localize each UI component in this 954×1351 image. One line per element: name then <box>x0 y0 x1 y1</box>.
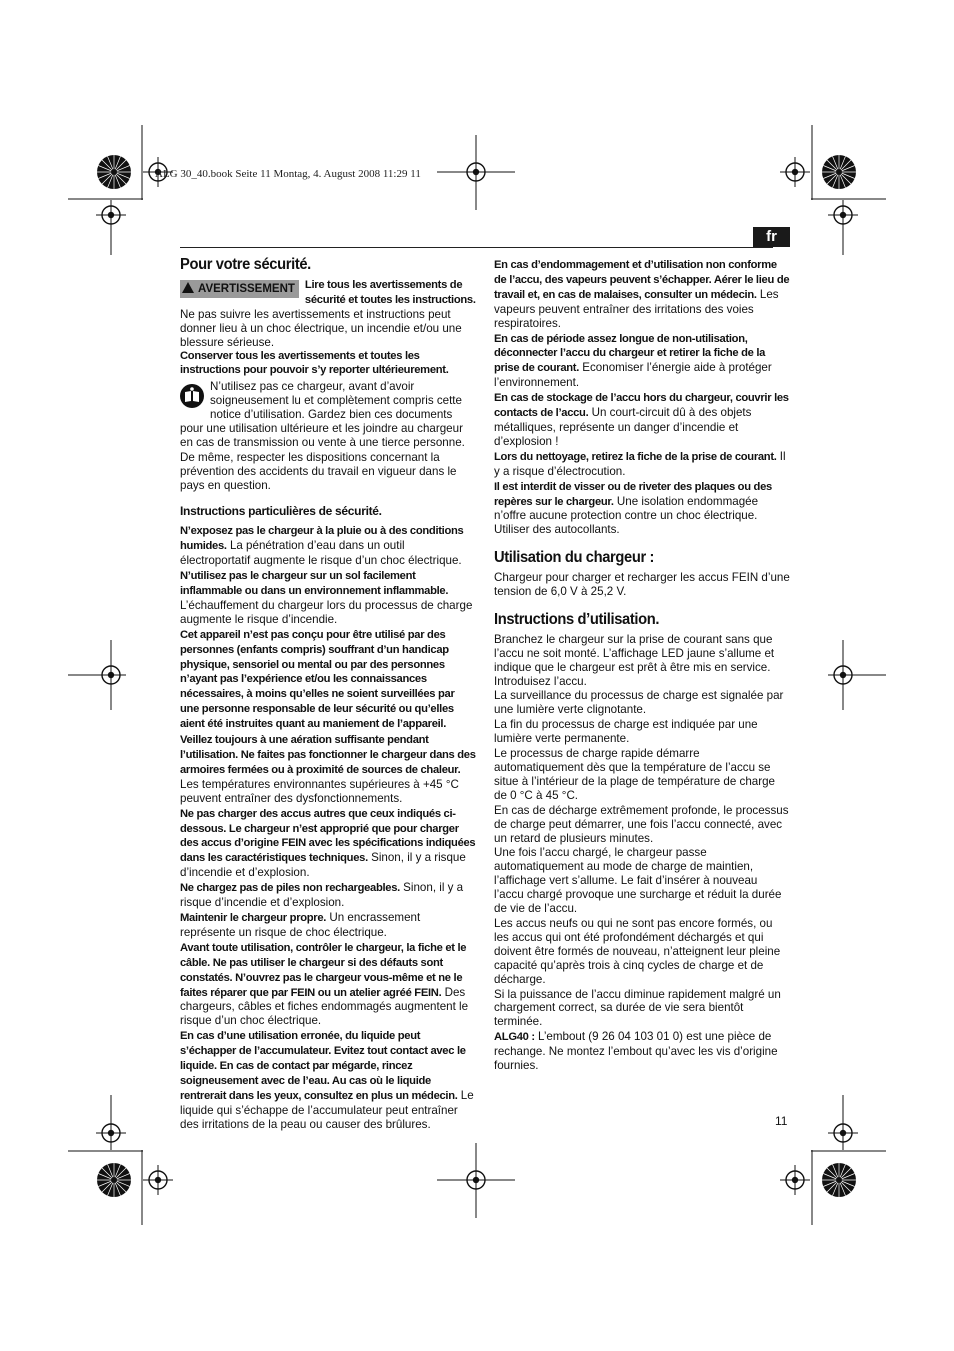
rule-flammable <box>180 569 476 627</box>
alg40-note <box>494 1030 790 1073</box>
rule-battery-types-bold: Ne pas charger des accus autres que ceux indiqués ci-dessous. Le chargeur n’est approprié que pour charger des accus d’origine FEIN avec les spécifications indiquées dans les caractéristiques techniques. <box>180 807 476 865</box>
rule-cleaning <box>494 450 790 479</box>
regulations-text: De même, respecter les dispositions concernant la prévention des accidents du travail en vigueur dans le pays en question. <box>180 450 457 492</box>
instruction-4: Le processus de charge rapide démarre automatiquement dès que la température de l’accu se situe à l’intérieur de la plage de température de charge de 0 °C à 45 °C. <box>494 747 776 802</box>
manual-text: N’utilisez pas ce chargeur, avant d’avoir soigneusement lu et complètement compris cette notice d’utilisation. Gardez bien ces documents pour une utilisation ultérieure et les joindre au chargeur en cas de transmission ou vente à une tierce personne. <box>180 380 465 449</box>
rule-storage <box>494 391 790 449</box>
instruction-1: Branchez le chargeur sur la prise de courant sans que l’accu ne soit monté. L’affichage LED jaune s’allume et indique que le chargeur est prêt à être mis en service. Introduisez l’accu. <box>494 632 775 688</box>
page-number: 11 <box>775 1114 788 1128</box>
rule-persons-bold: Cet appareil n’est pas conçu pour être utilisé par des personnes (enfants compris) souffrant d’un handicap physique, sensoriel ou mental ou par des personnes n’ayant pas l’expérience et/ou les connaissances nécessaires, à moins qu’elles ne soient surveillées par une personne responsable de leur sécurité ou qu’elles aient été instruites quant au maniement de l’appareil. <box>180 628 455 731</box>
keep-instructions: Conserver tous les avertissements et toutes les instructions pour pouvoir s’y reporter ultérieurement. <box>180 350 449 377</box>
rule-rain-text: La pénétration d’eau dans un outil électroportatif augmente le risque d’un choc électrique. <box>180 539 462 568</box>
rule-storage-text: Un court-circuit dû à des objets métalliques, représente un danger d’incendie et d’explosion ! <box>494 406 752 448</box>
rule-persons <box>180 628 476 732</box>
rule-clean-bold: Maintenir le chargeur propre. <box>180 911 327 924</box>
rule-rain <box>180 524 476 568</box>
warning-label: AVERTISSEMENT <box>198 282 295 295</box>
usage-title: Utilisation du chargeur : <box>494 549 655 567</box>
warning-bold: Lire tous les avertissements de sécurité et toutes les instructions. <box>304 278 476 306</box>
rule-vapours <box>494 258 790 331</box>
safety-title: Pour votre sécurité. <box>180 256 311 273</box>
header-rule <box>180 247 773 248</box>
rule-non-rechargeable-text: Sinon, il y a risque d’incendie et d’explosion. <box>180 881 464 910</box>
instruction-5: En cas de décharge extrêmement profonde, le processus de charge peut démarrer, une fois l’accu connecté, avec un retard de plusieurs minutes. <box>494 803 789 845</box>
rule-disconnect <box>494 332 790 391</box>
rule-battery-types-text: Sinon, il y a risque d’incendie et d’explosion. <box>180 851 466 880</box>
language-tab: fr <box>753 227 790 247</box>
rule-flammable-bold: N’utilisez pas le chargeur sur un sol facilement inflammable ou dans un environnement inflammable. <box>180 570 449 598</box>
rule-screws-text: Une isolation endommagée n’offre aucune protection contre un choc électrique. Utiliser des autocollants. <box>494 494 759 537</box>
rule-inspect-text: Des chargeurs, câbles et fiches endommagés augmentent le risque d’un choc électrique. <box>180 985 469 1028</box>
warning-text: Ne pas suivre les avertissements et instructions peut donner lieu à un choc électrique, un incendie et/ou une blessure sérieuse. <box>180 307 462 349</box>
right-column <box>494 258 790 1073</box>
rule-storage-bold: En cas de stockage de l’accu hors du chargeur, couvrir les contacts de l’accu. <box>494 392 789 420</box>
special-instructions-title: Instructions particulières de sécurité. <box>180 503 382 518</box>
read-manual-icon <box>180 384 204 408</box>
operating-instructions-title: Instructions d’utilisation. <box>494 610 660 628</box>
rule-clean-text: Un encrassement représente un risque de choc électrique. <box>180 910 421 939</box>
warning-triangle-icon <box>182 282 194 293</box>
rule-ventilation <box>180 733 476 806</box>
rule-cleaning-bold: Lors du nettoyage, retirez la fiche de la prise de courant. <box>494 450 777 463</box>
rule-non-rechargeable-bold: Ne chargez pas de piles non rechargeables. <box>180 882 400 895</box>
instruction-7: Les accus neufs ou qui ne sont pas encore formés, ou les accus qui ont été profondément déchargés et qui doivent être formés de nouveau, n’atteignent leur pleine capacité qu’après trois à cinq cycles de charge et de décharge. <box>494 916 781 986</box>
rule-liquid <box>180 1029 476 1131</box>
rule-disconnect-bold: En cas de période assez longue de non-utilisation, déconnecter l’accu du chargeur et retirer la fiche de la prise de courant. <box>494 332 766 375</box>
rule-inspect <box>180 941 476 1028</box>
rule-battery-types <box>180 807 476 881</box>
instruction-3: La fin du processus de charge est indiquée par une lumière verte permanente. <box>494 718 758 746</box>
warning-paragraph <box>180 278 476 350</box>
instruction-8: Si la puissance de l’accu diminue rapidement malgré un chargement correct, sa durée de vie sera bientôt terminée. <box>494 987 781 1029</box>
rule-disconnect-text: Economiser l’énergie aide à protéger l’environnement. <box>494 361 772 390</box>
rule-cleaning-text: Il y a risque d’électrocution. <box>494 449 786 478</box>
rule-screws-bold: Il est interdit de visser ou de riveter des plaques ou des repères sur le chargeur. <box>494 480 772 508</box>
rule-flammable-text: L’échauffement du chargeur lors du processus de charge augmente le risque d’incendie. <box>180 598 473 626</box>
book-header-line: ALG 30_40.book Seite 11 Montag, 4. August 2008 11:29 11 <box>155 168 421 180</box>
warning-badge <box>180 280 299 298</box>
rule-liquid-text: Le liquide qui s’échappe de l’accumulateur peut entraîner des irritations de la peau ou causer des brûlures. <box>180 1088 474 1131</box>
alg40-text: L’embout (9 26 04 103 01 0) est une pièce de rechange. Ne montez l’embout qu’avec les vis d’origine fournies. <box>494 1030 778 1073</box>
rule-clean <box>180 911 476 940</box>
left-column <box>180 258 476 1132</box>
rule-liquid-bold: En cas d’une utilisation erronée, du liquide peut s’échapper de l’accumulateur. Evitez tout contact avec le liquide. En cas de contact par mégarde, rincez soigneusement avec de l’eau. Au cas où le liquide rentrerait dans les yeux, consultez en plus un médecin. <box>180 1030 466 1102</box>
rule-ventilation-text: Les températures environnantes supérieures à +45 °C peuvent entraîner des dysfonctionnements. <box>180 777 459 805</box>
rule-inspect-bold: Avant toute utilisation, contrôler le chargeur, la fiche et le câble. Ne pas utiliser le chargeur si des défauts sont constatés. N’ouvrez pas le chargeur vous-même et ne le faites réparer que par FEIN ou un atelier agréé FEIN. <box>180 941 467 999</box>
usage-text: Chargeur pour charger et recharger les accus FEIN d’une tension de 6,0 V à 25,2 V. <box>494 571 790 599</box>
instruction-6: Une fois l’accu chargé, le chargeur passe automatiquement au mode de charge de maintien, l’affichage vert s’allume. Le fait d’insérer à nouveau l’accu chargé provoque une surcharge et réduit la durée de vie de l’accu. <box>494 846 782 916</box>
rule-rain-bold: N’exposez pas le chargeur à la pluie ou à des conditions humides. <box>180 525 464 553</box>
rule-ventilation-bold: Veillez toujours à une aération suffisante pendant l’utilisation. Ne faites pas fonctionner le chargeur dans des armoires fermées ou à proximité de sources de chaleur. <box>180 734 476 776</box>
alg40-bold: ALG40 : <box>494 1031 535 1044</box>
rule-screws <box>494 480 790 538</box>
manual-paragraph <box>180 380 476 450</box>
rule-non-rechargeable <box>180 881 476 910</box>
rule-vapours-bold: En cas d’endommagement et d’utilisation non conforme de l’accu, des vapeurs peuvent s’échapper. Aérer le lieu de travail et, en cas de malaises, consulter un médecin. <box>494 259 790 301</box>
instruction-2: La surveillance du processus de charge est signalée par une lumière verte clignotante. <box>494 689 784 717</box>
rule-vapours-text: Les vapeurs peuvent entraîner des irritations des voies respiratoires. <box>494 287 779 330</box>
